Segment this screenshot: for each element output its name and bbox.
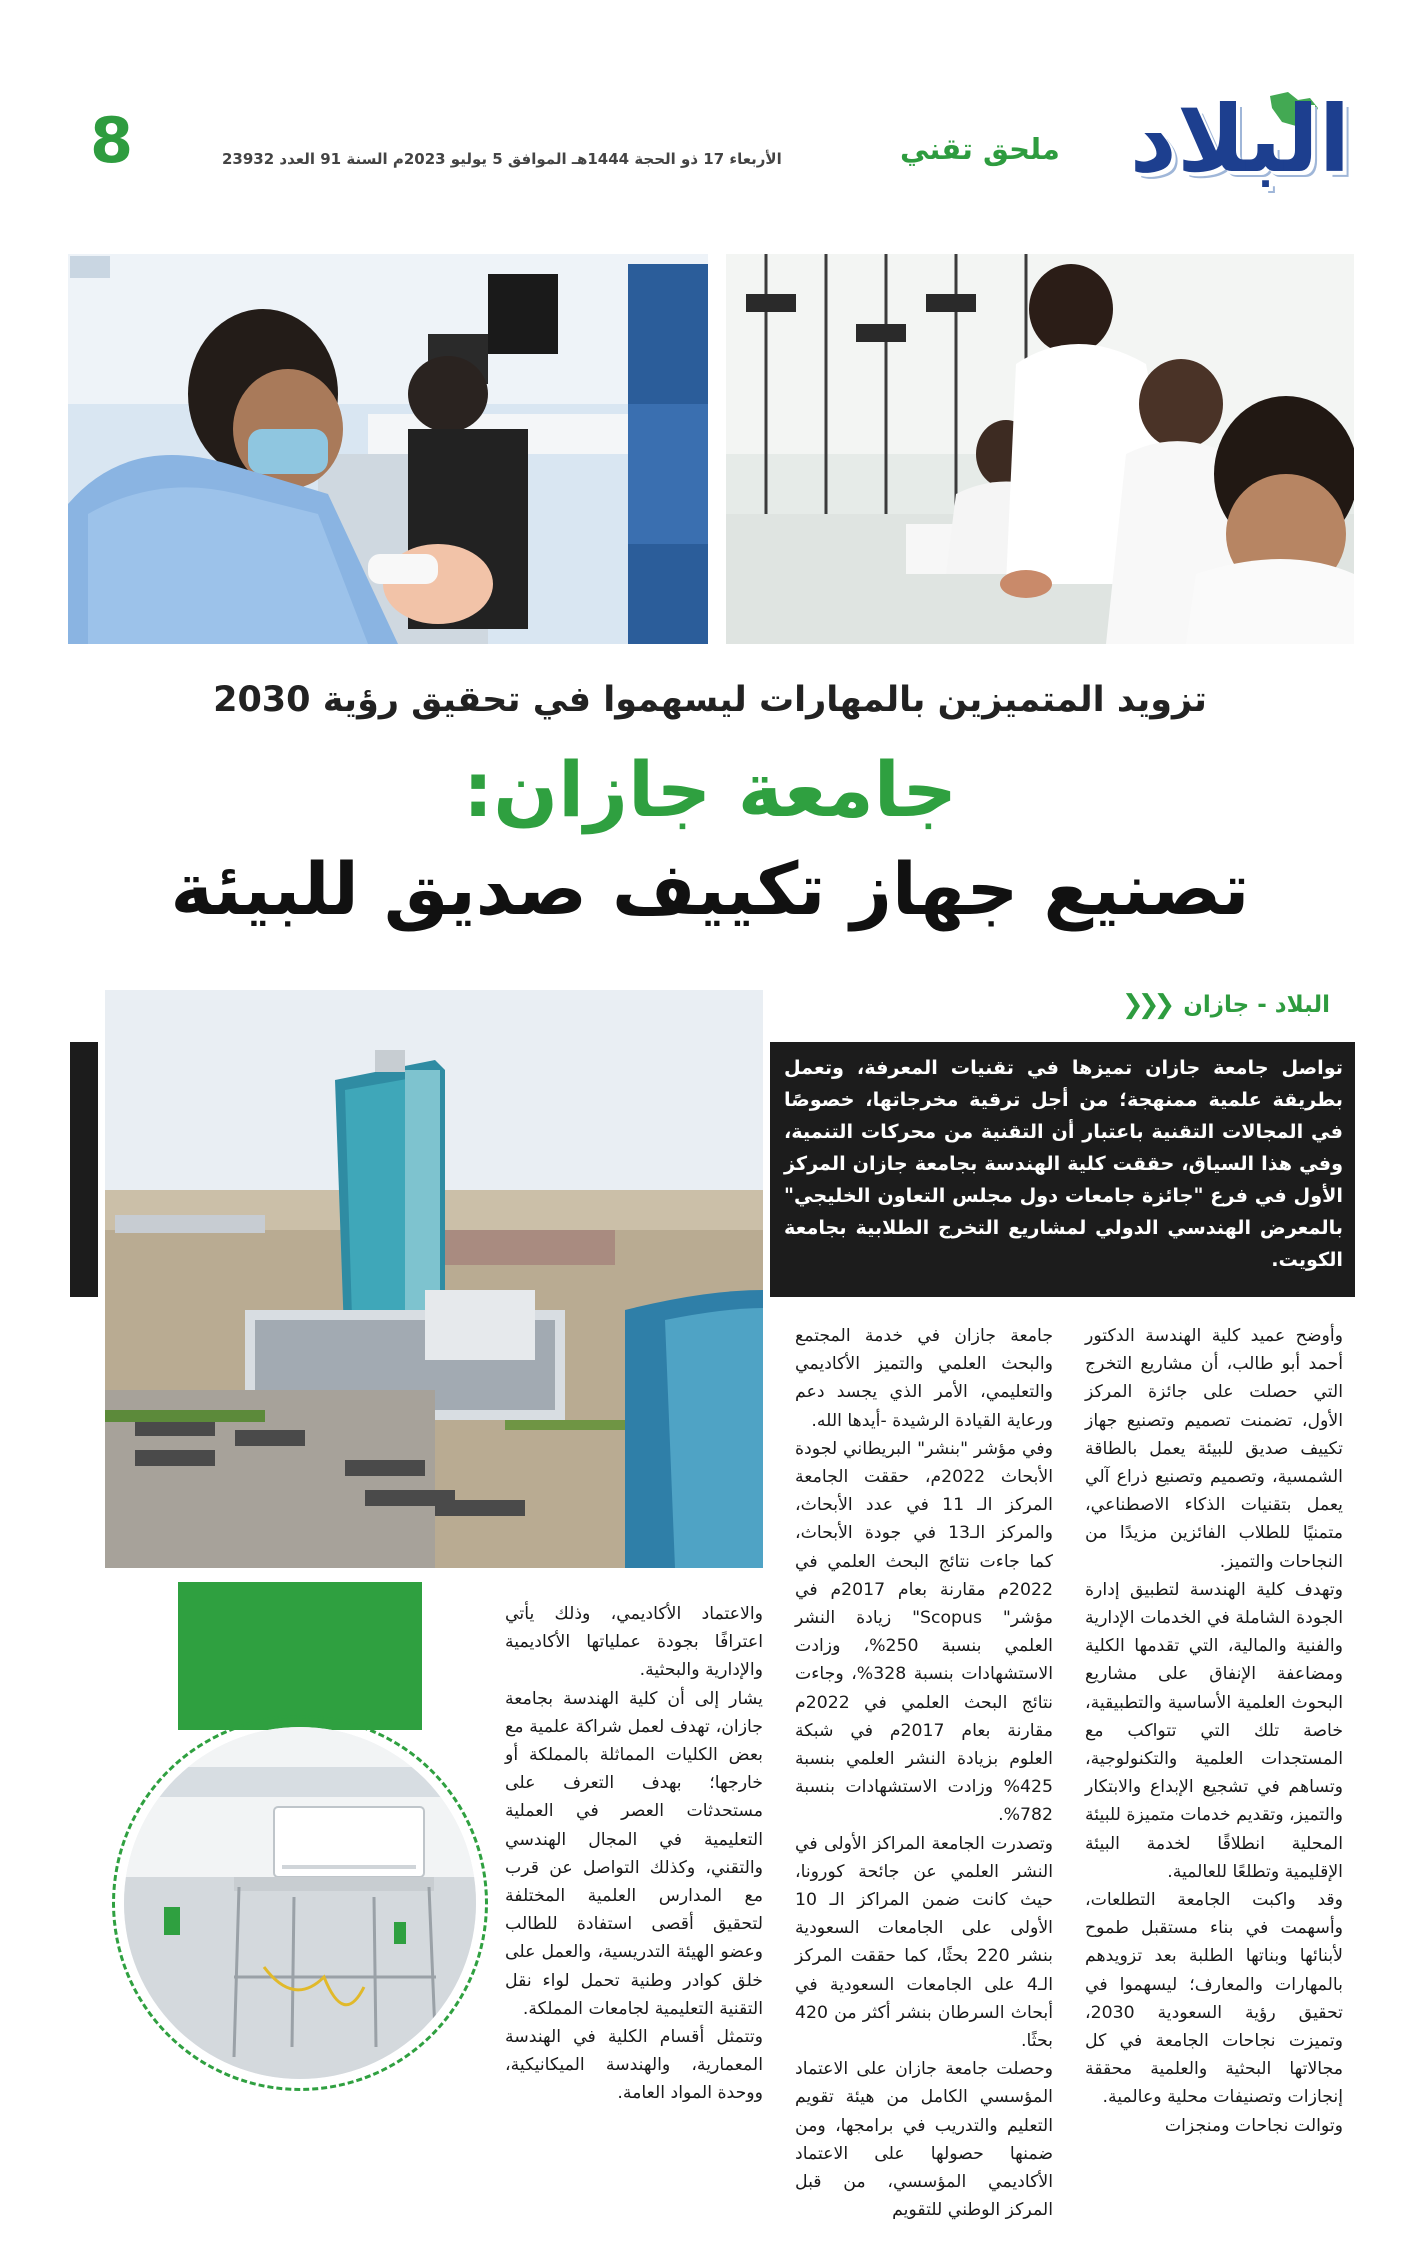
- dental-lab-photo: [68, 254, 708, 644]
- paragraph: وفي مؤشر "بنشر" البريطاني لجودة الأبحاث 2022م، حققت الجامعة المركز الـ 11 في عدد الأبحاث، والمركز الـ13 في جودة الأبحاث، كما جاءت نتائج البحث العلمي في 2022م مقارنة بعام 2017م في مؤشر" Scopus" زيادة النشر العلمي بنسبة 250%، وزادت الاستشهادات بنسبة 328%، وجاءت نتائج البحث العلمي في 2022م مقارنة بعام 2017م في شبكة العلوم بزيادة النشر العلمي بنسبة 425% وزادت الاستشهادات بنسبة 782%.: [795, 1438, 1053, 1826]
- paragraph: وتصدرت الجامعة المراكز الأولى في النشر العلمي عن جائحة كورونا، حيث كانت ضمن المراكز الـ 10 الأولى على الجامعات السعودية بنشر 220 بحثًا، كما حققت المركز الـ4 على الجامعات السعودية في أبحاث السرطان بنشر أكثر من 420 بحثًا.: [795, 1833, 1053, 2052]
- paragraph: وأوضح عميد كلية الهندسة الدكتور أحمد أبو طالب، أن مشاريع التخرج التي حصلت على جائزة المركز الأول، تضمنت تصميم وتصنيع جهاز تكييف صديق للبيئة يعمل بالطاقة الشمسية، وتصميم وتصنيع ذراع آلي يعمل بتقنيات الذكاء الاصطناعي، متمنيًا للطلاب الفائزين مزيدًا من النجاحات والتميز.: [1085, 1326, 1343, 1572]
- supplement-title: ملحق تقني: [900, 132, 1060, 166]
- article-intro: تواصل جامعة جازان تميزها في تقنيات المعرفة، وتعمل بطريقة علمية ممنهجة؛ من أجل ترقية مخرجاتها، خصوصًا في المجالات التقنية باعتبار أن التقنية من محركات التنمية، وفي هذا السياق، حققت كلية الهندسة بجامعة جازان المركز الأول في فرع "جائزة جامعات دول مجلس التعاون الخليجي" بالمعرض الهندسي الدولي لمشاريع التخرج الطلابية بجامعة الكويت.: [770, 1042, 1355, 1297]
- chemistry-lab-photo: [726, 254, 1354, 644]
- decorative-green-block: [178, 1582, 422, 1730]
- headline-secondary: تصنيع جهاز تكييف صديق للبيئة: [170, 847, 1250, 931]
- newspaper-logo: [1120, 86, 1360, 210]
- article-column-right: [1085, 1322, 1343, 2140]
- paragraph: يشار إلى أن كلية الهندسة بجامعة جازان، تهدف لعمل شراكة علمية مع بعض الكليات المماثلة بالمملكة أو خارجها؛ بهدف التعرف على مستحدثات العصر في العملية التعليمية في المجال الهندسي والتقني، وكذلك التواصل عن قرب مع المدارس العلمية المختلفة لتحقيق أقصى استفادة للطالب وعضو الهيئة التدريسية، والعمل على خلق كوادر وطنية تحمل لواء نقل التقنية التعليمية لجامعات المملكة.: [505, 1688, 763, 2019]
- paragraph: وتوالت نجاحات ومنجزات: [1164, 2115, 1343, 2136]
- page-number: 8: [90, 104, 134, 177]
- paragraph: وحصلت جامعة جازان على الاعتماد المؤسسي الكامل من هيئة تقويم التعليم والتدريب في برامجها، ومن ضمنها حصولها على الاعتماد الأكاديمي المؤسسي، من قبل المركز الوطني للتقويم: [795, 2059, 1053, 2221]
- byline: [1060, 990, 1330, 1020]
- paragraph: وتهدف كلية الهندسة لتطبيق إدارة الجودة الشاملة في الخدمات الإدارية والفنية والمالية، التي تقدمها الكلية ومضاعفة الإنفاق على مشاريع البحوث العلمية الأساسية والتطبيقية، خاصة تلك التي تتواكب مع المستجدات العلمية والتكنولوجية، وتساهم في تشجيع الإبداع والابتكار والتميز، وتقديم خدمات متميزة للبيئة المحلية انطلاقًا لخدمة البيئة الإقليمية وتطلعًا للعالمية.: [1085, 1579, 1343, 1882]
- paragraph: وتتمثل أقسام الكلية في الهندسة المعمارية، والهندسة الميكانيكية، ووحدة المواد العامة.: [505, 2027, 763, 2104]
- chevron-left-icon: ❮❮❮: [1121, 990, 1170, 1020]
- paragraph: والاعتماد الأكاديمي، وذلك يأتي اعترافًا بجودة عملياتها الأكاديمية والإدارية والبحثية.: [505, 1604, 763, 1681]
- intro-accent-bar: [70, 1042, 98, 1297]
- headline-primary: جامعة جازان:: [462, 745, 958, 834]
- byline-text: البلاد - جازان: [1183, 992, 1330, 1018]
- article-column-middle: [795, 1322, 1053, 2225]
- ac-device-photo: [124, 1727, 476, 2079]
- paragraph: جامعة جازان في خدمة المجتمع والبحث العلمي والتميز الأكاديمي والتعليمي، الأمر الذي يجسد دعم ورعاية القيادة الرشيدة -أيدها الله.: [795, 1326, 1053, 1431]
- campus-tower-photo: [105, 990, 763, 1568]
- paragraph: وقد واكبت الجامعة التطلعات، وأسهمت في بناء مستقبل طموح لأبنائها وبناتها الطلبة بعد تزويدهم بالمهارات والمعارف؛ ليسهموا في تحقيق رؤية السعودية 2030، وتميزت نجاحات الجامعة في كل مجالاتها البحثية والعلمية محققة إنجازات وتصنيفات محلية وعالمية.: [1085, 1890, 1343, 2108]
- article-column-left: [505, 1600, 763, 2108]
- dateline: الأربعاء 17 ذو الحجة 1444هـ الموافق 5 يوليو 2023م السنة 91 العدد 23932: [222, 150, 782, 168]
- article-kicker: تزويد المتميزين بالمهارات ليسهموا في تحقيق رؤية 2030: [213, 680, 1207, 720]
- logo-text: البلاد: [1129, 86, 1351, 193]
